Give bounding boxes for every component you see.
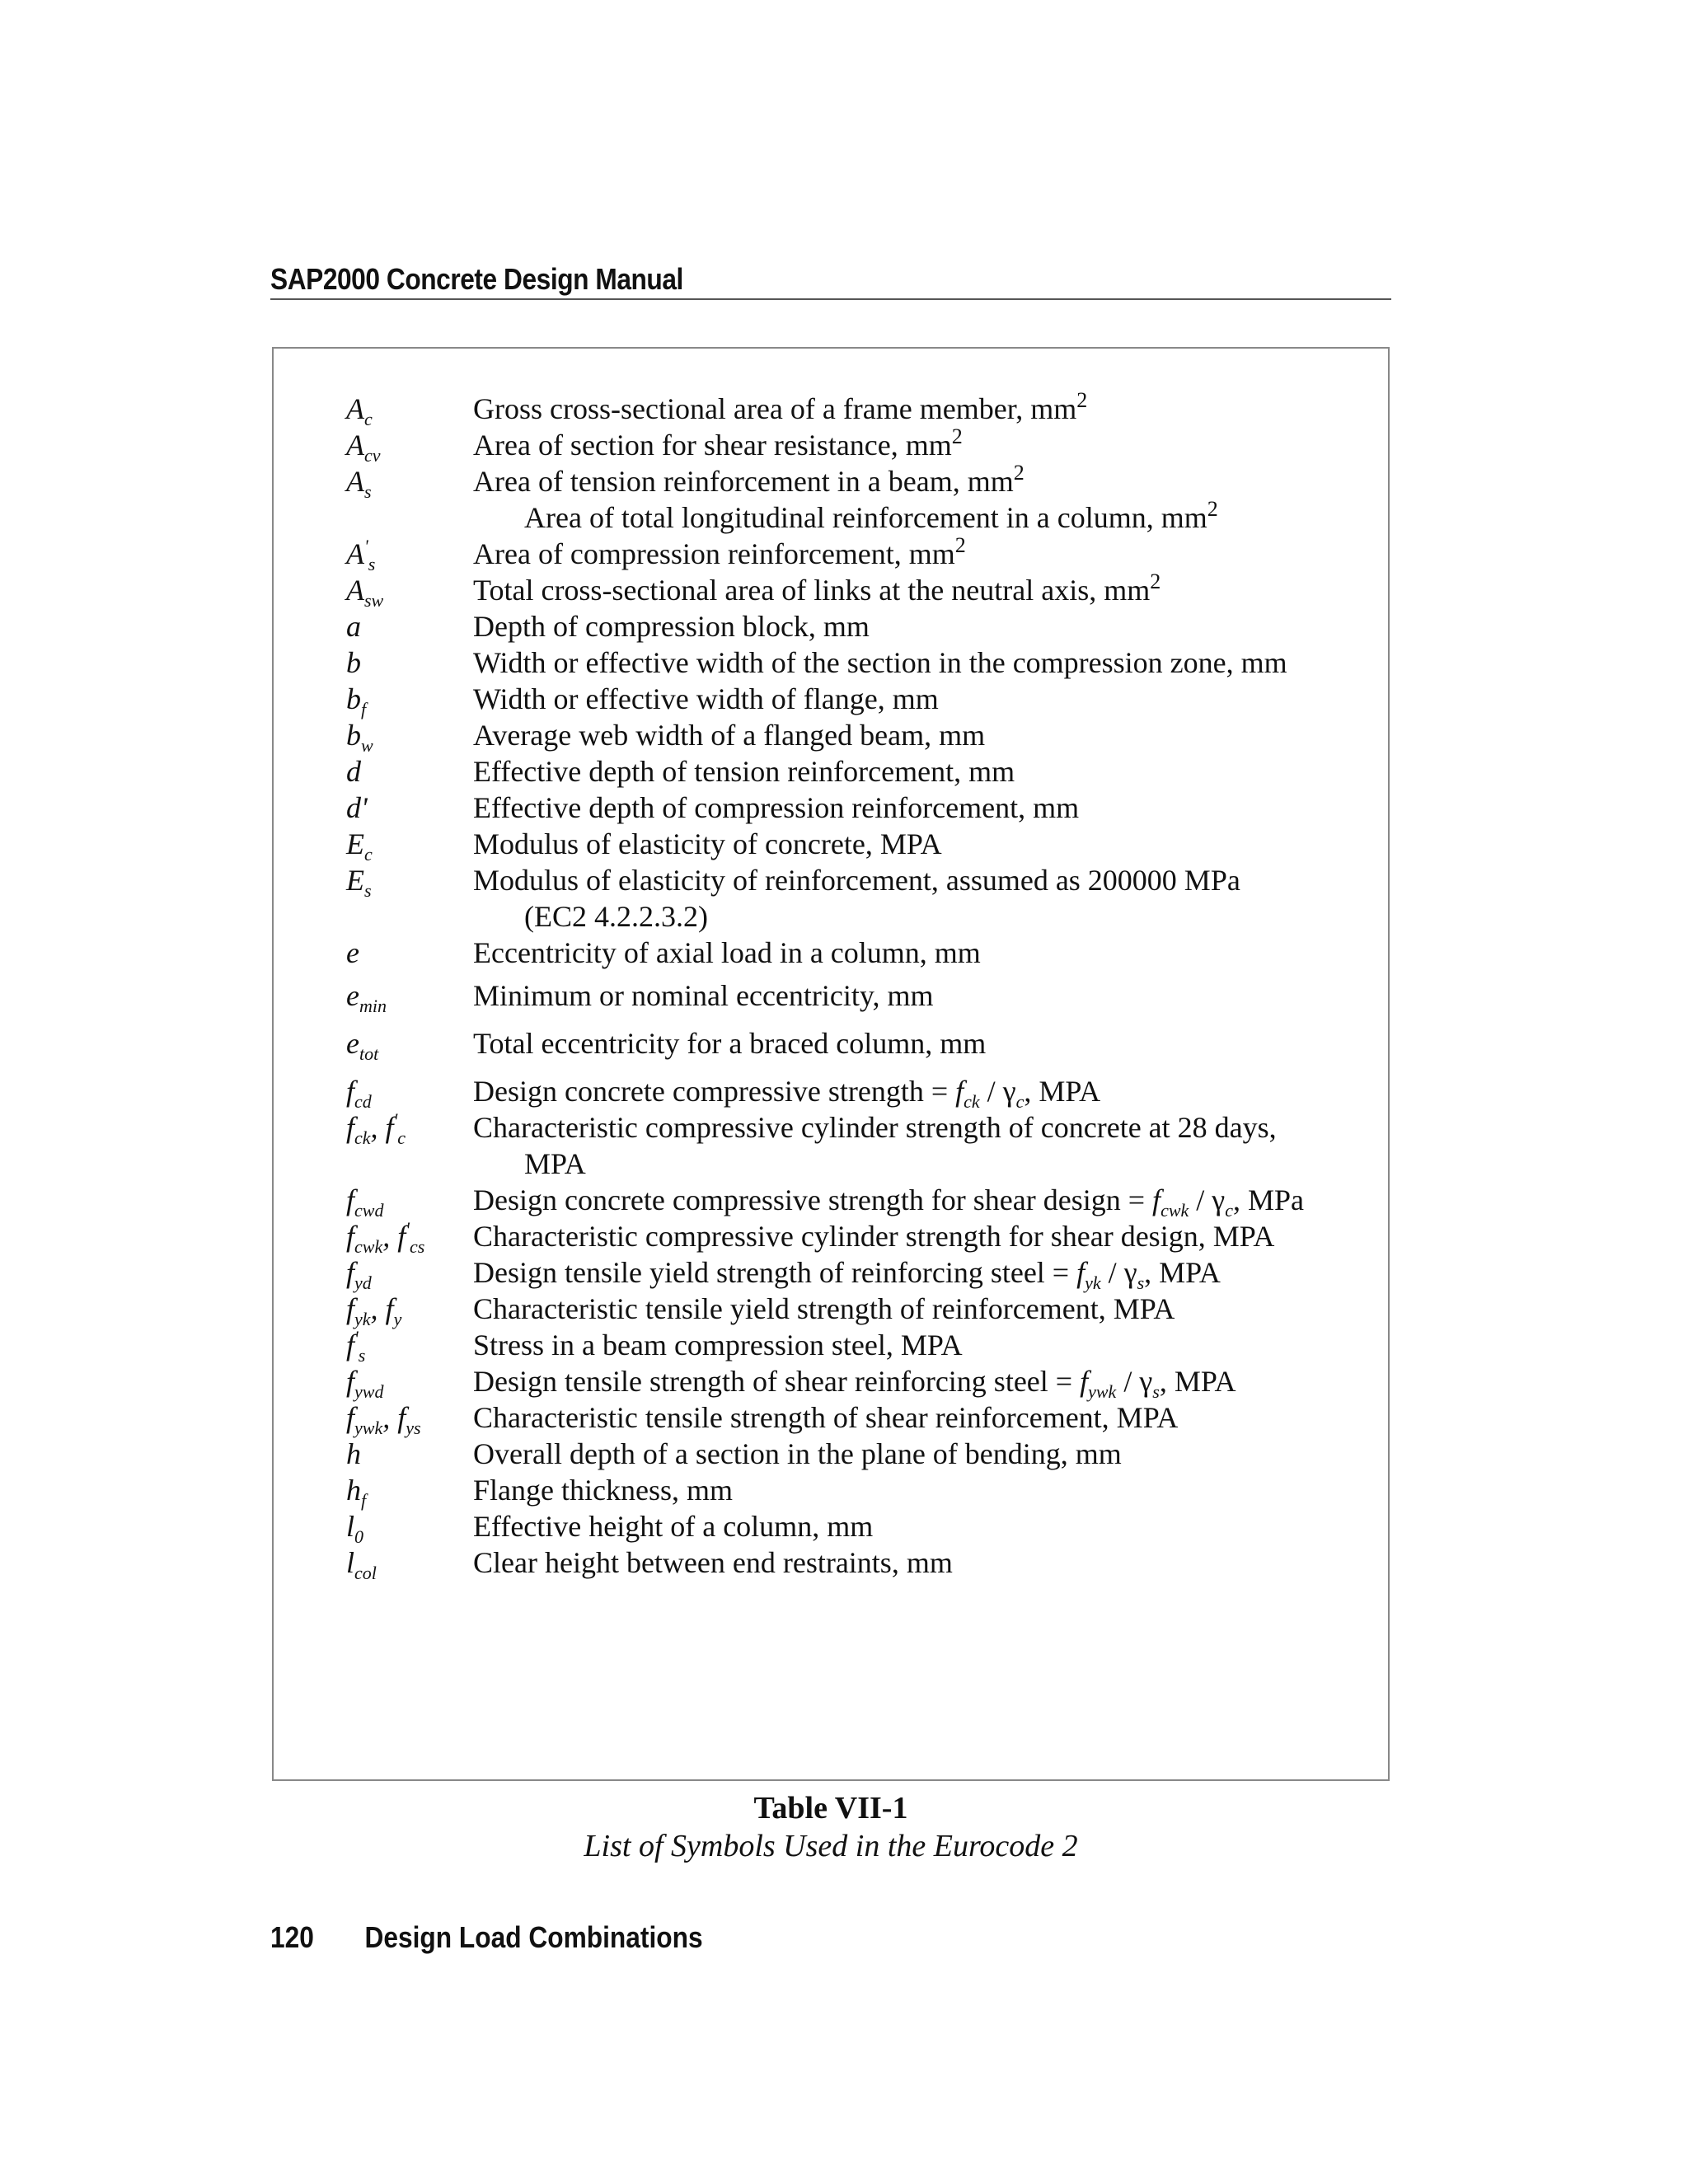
unit-exponent: 2 <box>954 533 966 557</box>
description-line <box>473 1291 1360 1327</box>
formula-tail: , MPA <box>1144 1256 1221 1289</box>
description-text: Modulus of elasticity of concrete, MPA <box>473 827 942 860</box>
symbol-description <box>473 569 1360 608</box>
symbol-subscript: ys <box>406 1418 421 1438</box>
symbol-row <box>346 1363 1360 1402</box>
symbol <box>346 717 473 756</box>
formula-tail: , MPA <box>1024 1075 1101 1108</box>
description-line <box>473 1254 1360 1291</box>
symbol-base: A <box>346 537 364 570</box>
description-line <box>473 1363 1360 1402</box>
symbol-row <box>346 826 1360 865</box>
symbol-description <box>473 1218 1360 1254</box>
symbol <box>346 977 473 1014</box>
symbol-subscript: cv <box>364 445 381 466</box>
symbol-description <box>473 1291 1360 1327</box>
symbol-description <box>473 753 1360 790</box>
description-text: Area of tension reinforcement in a beam, mm <box>473 465 1014 498</box>
symbol-subscript: s <box>358 1345 366 1366</box>
symbol <box>346 1436 473 1472</box>
symbol-base: d' <box>346 791 368 824</box>
description-line <box>473 1472 1360 1508</box>
description-text: Area of compression reinforcement, mm <box>473 537 955 570</box>
description-text: MPA <box>524 1147 586 1180</box>
symbol-row <box>346 717 1360 756</box>
symbol-description <box>473 1254 1360 1291</box>
table-caption-title: Table VII-1 <box>753 1791 908 1825</box>
symbol-description <box>473 935 1360 971</box>
symbol <box>346 790 473 826</box>
symbol-subscript: cs <box>409 1236 425 1257</box>
symbol-description <box>473 1508 1360 1544</box>
symbol-subscript: cwd <box>354 1200 384 1221</box>
symbol <box>346 1109 473 1146</box>
formula-slash: / <box>979 1075 1003 1108</box>
symbol-subscript: sw <box>364 590 384 611</box>
formula-var: f <box>1076 1256 1085 1289</box>
symbol-row <box>346 1182 1360 1221</box>
symbol-row <box>346 388 1360 429</box>
formula-subscript: ywk <box>1088 1381 1117 1402</box>
description-text: Design tensile yield strength of reinforcing steel = <box>473 1256 1077 1289</box>
description-text: Total cross-sectional area of links at the neutral axis, mm <box>473 574 1151 607</box>
symbol-description <box>473 862 1360 935</box>
symbol-base: f <box>346 1183 355 1216</box>
symbol-subscript: s <box>364 481 372 502</box>
symbol-prime: ' <box>354 1327 359 1347</box>
symbol-row <box>346 753 1360 790</box>
formula-subscript: cwk <box>1160 1200 1189 1221</box>
symbol-row <box>346 1436 1360 1472</box>
symbol <box>346 826 473 865</box>
description-line <box>473 1544 1360 1581</box>
symbol-subscript: f <box>361 1490 367 1511</box>
symbol-base: f <box>346 1075 355 1108</box>
symbol-row <box>346 1291 1360 1327</box>
symbol <box>346 1073 473 1112</box>
symbol-row <box>346 1254 1360 1291</box>
symbols-list <box>346 388 1360 1583</box>
symbol-subscript: w <box>361 735 373 756</box>
symbol-subscript: tot <box>359 1043 379 1064</box>
formula-gamma: γ <box>1002 1075 1016 1108</box>
description-text: Stress in a beam compression steel, MPA <box>473 1329 963 1361</box>
symbol-base: b <box>346 682 361 715</box>
description-text: (EC2 4.2.2.3.2) <box>524 900 708 933</box>
description-text: Characteristic compressive cylinder strength of concrete at 28 days, <box>473 1111 1277 1144</box>
symbol <box>346 1399 473 1436</box>
footer-section-title: Design Load Combinations <box>364 1920 703 1954</box>
symbol-base: E <box>346 864 364 897</box>
symbol-subscript: 0 <box>354 1526 364 1547</box>
description-line <box>473 826 1360 862</box>
symbol-subscript: col <box>354 1563 377 1583</box>
symbol-base: d <box>346 755 361 788</box>
symbol-row <box>346 463 1360 536</box>
symbol-base: e <box>346 979 359 1012</box>
symbol-subscript: c <box>397 1127 406 1148</box>
symbol-subscript: ck <box>354 1127 371 1148</box>
symbol <box>346 427 473 466</box>
description-continuation <box>473 1146 1360 1182</box>
symbol-description <box>473 681 1360 717</box>
description-text: Flange thickness, mm <box>473 1474 733 1507</box>
formula-subscript: c <box>1225 1200 1233 1221</box>
symbol-base: f <box>346 1329 355 1361</box>
symbol <box>346 463 473 502</box>
symbol <box>346 572 473 611</box>
symbol <box>346 1544 473 1581</box>
symbol <box>346 862 473 901</box>
symbol-base: , f <box>370 1111 394 1144</box>
symbol-row <box>346 977 1360 1014</box>
description-line <box>473 790 1360 826</box>
description-line <box>473 569 1360 608</box>
symbol-prime: ' <box>393 1109 398 1130</box>
symbol <box>346 935 473 971</box>
symbol-row <box>346 1025 1360 1062</box>
symbol-base: b <box>346 719 361 752</box>
description-text: Depth of compression block, mm <box>473 610 870 643</box>
symbol-base: , f <box>370 1292 394 1325</box>
symbol-row <box>346 569 1360 611</box>
symbol-row <box>346 935 1360 971</box>
symbol-row <box>346 790 1360 826</box>
formula-gamma: γ <box>1139 1365 1153 1398</box>
formula-tail: , MPa <box>1232 1183 1304 1216</box>
description-line <box>473 644 1360 681</box>
symbol <box>346 536 473 572</box>
formula-subscript: s <box>1137 1272 1145 1293</box>
symbol-base: , f <box>382 1220 406 1253</box>
description-text: Characteristic tensile yield strength of reinforcement, MPA <box>473 1292 1175 1325</box>
description-text: Design tensile strength of shear reinforcing steel = <box>473 1365 1081 1398</box>
formula-gamma: γ <box>1123 1256 1137 1289</box>
description-text: Characteristic compressive cylinder strength for shear design, MPA <box>473 1220 1275 1253</box>
description-line <box>473 717 1360 753</box>
symbol <box>346 1472 473 1511</box>
description-text: Characteristic tensile strength of shear reinforcement, MPA <box>473 1401 1179 1434</box>
symbol-subscript: cd <box>354 1091 372 1112</box>
formula-denominator <box>1139 1365 1160 1402</box>
symbol-row <box>346 681 1360 717</box>
symbol-description <box>473 1327 1360 1363</box>
formula-slash: / <box>1116 1365 1140 1398</box>
formula-var: f <box>1152 1183 1161 1216</box>
symbol-base: f <box>346 1365 355 1398</box>
symbol-base: e <box>346 936 359 969</box>
symbol-description <box>473 644 1360 681</box>
symbol-base: A <box>346 465 364 498</box>
symbol-description <box>473 977 1360 1014</box>
symbol-subscript: f <box>361 699 367 719</box>
symbol-subscript: ywd <box>354 1381 384 1402</box>
description-text: Effective depth of tension reinforcement, mm <box>473 755 1015 788</box>
description-text: Width or effective width of flange, mm <box>473 682 939 715</box>
symbol-description <box>473 1025 1360 1062</box>
formula-subscript: yk <box>1085 1272 1101 1293</box>
symbol-base: a <box>346 610 361 643</box>
description-line <box>473 608 1360 644</box>
symbol-base: f <box>346 1292 355 1325</box>
symbol-subscript: cwk <box>354 1236 383 1257</box>
symbol <box>346 1508 473 1547</box>
symbol <box>346 1025 473 1062</box>
description-line <box>473 753 1360 790</box>
symbol <box>346 608 473 644</box>
description-line <box>473 1109 1360 1146</box>
symbol-description <box>473 1182 1360 1221</box>
symbol-description <box>473 1544 1360 1581</box>
symbol <box>346 1182 473 1221</box>
page-header <box>270 262 1391 297</box>
formula-gamma: γ <box>1212 1183 1226 1216</box>
formula-numerator <box>955 1075 980 1112</box>
symbol-subscript: y <box>393 1309 402 1329</box>
symbol-description <box>473 1363 1360 1402</box>
formula-subscript: c <box>1015 1091 1025 1112</box>
description-line <box>473 463 1360 499</box>
symbol-row <box>346 1218 1360 1257</box>
symbol-row <box>346 1073 1360 1112</box>
symbol-subscript: s <box>364 880 372 901</box>
page-number: 120 <box>270 1920 314 1954</box>
symbol-base: h <box>346 1474 361 1507</box>
description-text: Minimum or nominal eccentricity, mm <box>473 979 934 1012</box>
symbol-subscript: c <box>364 844 373 865</box>
symbol-base: e <box>346 1027 359 1060</box>
symbol-prime: ' <box>406 1218 410 1239</box>
symbol-subscript: yk <box>354 1309 371 1329</box>
formula-tail: , MPA <box>1159 1365 1236 1398</box>
header-rule <box>270 298 1391 300</box>
symbol-description <box>473 1399 1360 1436</box>
description-text: Clear height between end restraints, mm <box>473 1546 953 1579</box>
symbol-subscript: min <box>359 996 387 1016</box>
description-line <box>473 1025 1360 1062</box>
description-line <box>473 1073 1360 1112</box>
symbol-description <box>473 533 1360 572</box>
symbol <box>346 1291 473 1327</box>
symbol-description <box>473 424 1360 463</box>
description-line <box>473 681 1360 717</box>
formula-denominator <box>1123 1256 1145 1293</box>
symbol-description <box>473 1073 1360 1112</box>
symbol-row <box>346 644 1360 681</box>
description-line <box>473 1508 1360 1544</box>
symbol-description <box>473 463 1360 536</box>
symbol-base: A <box>346 574 364 607</box>
description-line <box>473 1327 1360 1363</box>
description-line <box>473 424 1360 463</box>
page-footer <box>270 1920 703 1955</box>
description-line <box>473 1218 1360 1254</box>
symbol-base: f <box>346 1220 355 1253</box>
formula-numerator <box>1076 1256 1101 1293</box>
symbol-row <box>346 1327 1360 1366</box>
symbol <box>346 391 473 427</box>
description-continuation <box>473 898 1360 935</box>
symbol-base: l <box>346 1546 355 1579</box>
symbol-description <box>473 1436 1360 1472</box>
symbol-description <box>473 388 1360 427</box>
symbol-subscript: c <box>364 409 373 429</box>
symbol <box>346 644 473 681</box>
description-line <box>473 935 1360 971</box>
description-text: Design concrete compressive strength for shear design = <box>473 1183 1153 1216</box>
description-line <box>473 533 1360 572</box>
unit-exponent: 2 <box>1013 461 1025 485</box>
symbol-base: f <box>346 1111 355 1144</box>
symbol-row <box>346 1544 1360 1581</box>
symbol-description <box>473 717 1360 753</box>
description-text: Gross cross-sectional area of a frame member, mm <box>473 392 1077 425</box>
description-text: Effective depth of compression reinforcement, mm <box>473 791 1080 824</box>
symbol <box>346 1218 473 1257</box>
formula-denominator <box>1212 1183 1233 1221</box>
description-line <box>473 977 1360 1014</box>
symbol <box>346 753 473 790</box>
description-text: Effective height of a column, mm <box>473 1510 874 1543</box>
formula-numerator <box>1080 1365 1117 1402</box>
symbol-description <box>473 1109 1360 1182</box>
symbol <box>346 1254 473 1291</box>
symbol-description <box>473 790 1360 826</box>
formula-slash: / <box>1100 1256 1124 1289</box>
formula-subscript: s <box>1152 1381 1160 1402</box>
symbol-description <box>473 826 1360 862</box>
description-text: Overall depth of a section in the plane of bending, mm <box>473 1437 1122 1470</box>
description-line <box>473 1436 1360 1472</box>
description-text: Design concrete compressive strength = <box>473 1075 956 1108</box>
symbol-base: h <box>346 1437 361 1470</box>
symbol-row <box>346 608 1360 644</box>
symbol-base: E <box>346 827 364 860</box>
formula-subscript: ck <box>964 1091 980 1112</box>
description-line <box>473 1399 1360 1436</box>
symbol-row <box>346 1472 1360 1511</box>
symbol-subscript: yd <box>354 1272 372 1293</box>
manual-title: SAP2000 Concrete Design Manual <box>270 262 683 296</box>
symbol <box>346 1363 473 1402</box>
formula-var: f <box>955 1075 964 1108</box>
description-continuation <box>473 499 1360 536</box>
symbol-row <box>346 1109 1360 1182</box>
symbol-base: , f <box>382 1401 406 1434</box>
description-line <box>473 862 1360 898</box>
description-text: Area of total longitudinal reinforcement in a column, mm <box>524 501 1207 534</box>
symbol-base: f <box>346 1256 355 1289</box>
symbol-row <box>346 533 1360 574</box>
unit-exponent: 2 <box>951 424 963 448</box>
symbol-row <box>346 862 1360 935</box>
description-text: Average web width of a flanged beam, mm <box>473 719 986 752</box>
symbol-base: A <box>346 429 364 462</box>
formula-denominator <box>1002 1075 1025 1112</box>
symbol-base: f <box>346 1401 355 1434</box>
formula-numerator <box>1152 1183 1189 1221</box>
description-text: Area of section for shear resistance, mm <box>473 429 952 462</box>
formula-var: f <box>1080 1365 1089 1398</box>
symbol <box>346 681 473 717</box>
symbol-subscript: s <box>368 554 376 574</box>
symbol-row <box>346 424 1360 466</box>
formula-slash: / <box>1189 1183 1212 1216</box>
symbol-description <box>473 608 1360 644</box>
symbol-row <box>346 1399 1360 1436</box>
symbol-base: b <box>346 646 361 679</box>
description-line <box>473 1182 1360 1221</box>
unit-exponent: 2 <box>1207 497 1218 521</box>
description-line <box>473 388 1360 427</box>
description-text: Width or effective width of the section in the compression zone, mm <box>473 646 1287 679</box>
symbol-row <box>346 1508 1360 1547</box>
unit-exponent: 2 <box>1150 569 1161 593</box>
description-text: Eccentricity of axial load in a column, mm <box>473 936 981 969</box>
symbol-base: l <box>346 1510 355 1543</box>
symbol-prime: ' <box>364 536 368 556</box>
symbol-description <box>473 1472 1360 1508</box>
table-caption-subtitle: List of Symbols Used in the Eurocode 2 <box>584 1829 1078 1863</box>
unit-exponent: 2 <box>1076 388 1088 412</box>
symbol-base: A <box>346 392 364 425</box>
description-text: Total eccentricity for a braced column, mm <box>473 1027 987 1060</box>
description-text: Modulus of elasticity of reinforcement, assumed as 200000 MPa <box>473 864 1240 897</box>
symbol <box>346 1327 473 1366</box>
symbol-subscript: ywk <box>354 1418 383 1438</box>
